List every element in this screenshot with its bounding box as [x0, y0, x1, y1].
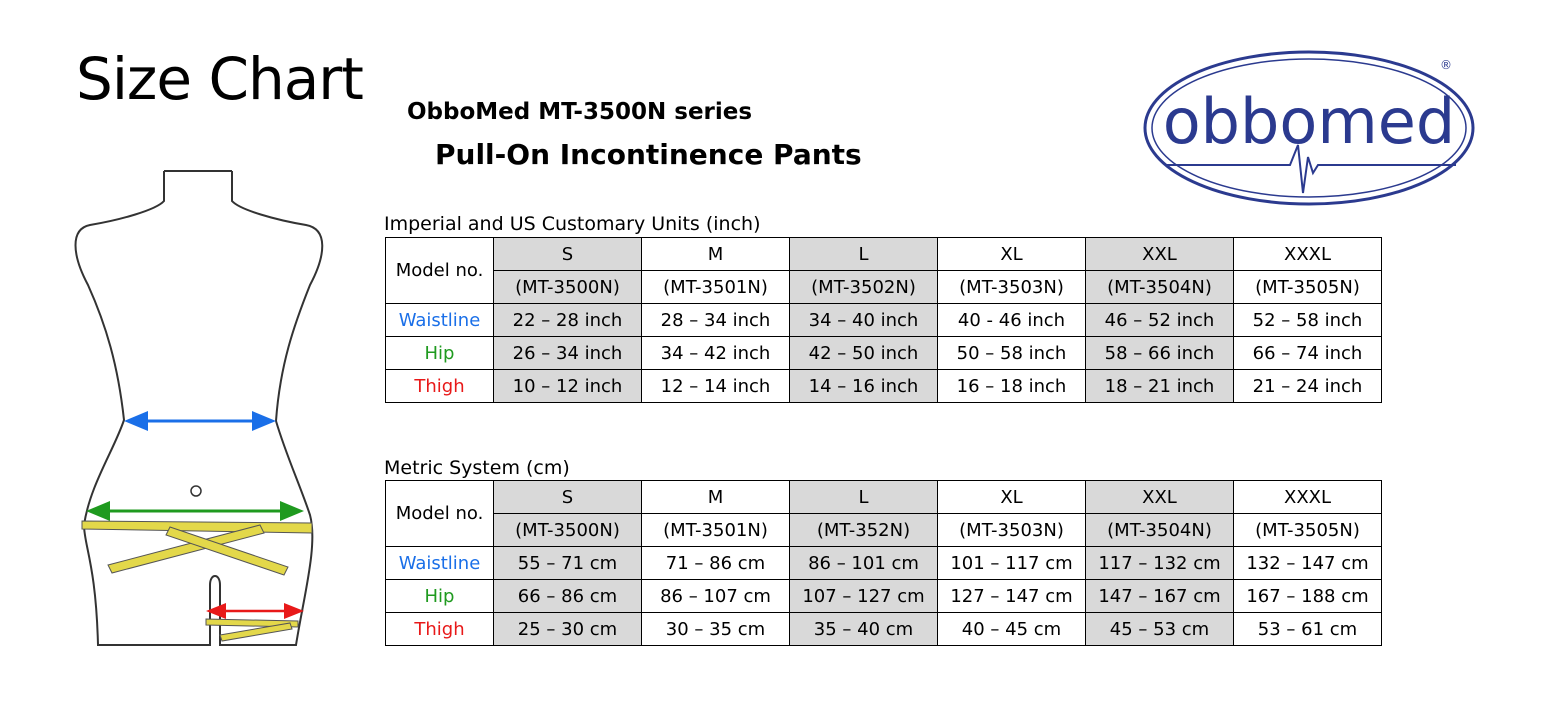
- table-cell: 40 – 45 cm: [938, 613, 1086, 646]
- model-number: (MT-3501N): [642, 514, 790, 547]
- table-cell: 167 – 188 cm: [1234, 580, 1382, 613]
- size-header: L: [790, 238, 938, 271]
- body-figure-illustration: [60, 165, 330, 655]
- table-cell: 45 – 53 cm: [1086, 613, 1234, 646]
- table-cell: 71 – 86 cm: [642, 547, 790, 580]
- model-number: (MT-3505N): [1234, 271, 1382, 304]
- table-cell: 55 – 71 cm: [494, 547, 642, 580]
- imperial-size-table: [385, 237, 1382, 403]
- row-label-waistline: Waistline: [386, 547, 494, 580]
- table-cell: 58 – 66 inch: [1086, 337, 1234, 370]
- table-cell: 28 – 34 inch: [642, 304, 790, 337]
- model-number: (MT-3501N): [642, 271, 790, 304]
- size-header: XL: [938, 481, 1086, 514]
- model-number: (MT-3503N): [938, 514, 1086, 547]
- size-header: L: [790, 481, 938, 514]
- series-title: ObboMed MT-3500N series: [407, 99, 753, 125]
- model-number: (MT-352N): [790, 514, 938, 547]
- table-row: [386, 370, 1382, 403]
- product-title: Pull-On Incontinence Pants: [435, 138, 862, 171]
- table-row: [386, 547, 1382, 580]
- size-header: XXXL: [1234, 238, 1382, 271]
- model-number: (MT-3500N): [494, 271, 642, 304]
- imperial-caption: Imperial and US Customary Units (inch): [384, 213, 761, 235]
- model-number: (MT-3500N): [494, 514, 642, 547]
- table-cell: 40 - 46 inch: [938, 304, 1086, 337]
- size-header: XL: [938, 238, 1086, 271]
- model-label: Model no.: [386, 481, 494, 547]
- table-cell: 66 – 74 inch: [1234, 337, 1382, 370]
- table-cell: 21 – 24 inch: [1234, 370, 1382, 403]
- row-label-hip: Hip: [386, 580, 494, 613]
- model-number: (MT-3505N): [1234, 514, 1382, 547]
- table-row: [386, 304, 1382, 337]
- table-cell: 34 – 40 inch: [790, 304, 938, 337]
- table-cell: 46 – 52 inch: [1086, 304, 1234, 337]
- table-cell: 10 – 12 inch: [494, 370, 642, 403]
- model-number: (MT-3504N): [1086, 271, 1234, 304]
- size-header: S: [494, 481, 642, 514]
- model-number: (MT-3502N): [790, 271, 938, 304]
- table-cell: 127 – 147 cm: [938, 580, 1086, 613]
- table-row: [386, 613, 1382, 646]
- size-header: XXL: [1086, 238, 1234, 271]
- table-cell: 25 – 30 cm: [494, 613, 642, 646]
- model-number: (MT-3503N): [938, 271, 1086, 304]
- table-cell: 52 – 58 inch: [1234, 304, 1382, 337]
- size-header: S: [494, 238, 642, 271]
- table-row: [386, 580, 1382, 613]
- table-cell: 66 – 86 cm: [494, 580, 642, 613]
- table-cell: 50 – 58 inch: [938, 337, 1086, 370]
- table-cell: 53 – 61 cm: [1234, 613, 1382, 646]
- table-cell: 117 – 132 cm: [1086, 547, 1234, 580]
- hip-arrow: [86, 501, 304, 521]
- obbomed-logo: [1140, 45, 1480, 210]
- row-label-thigh: Thigh: [386, 613, 494, 646]
- table-row: [386, 337, 1382, 370]
- metric-caption: Metric System (cm): [384, 457, 570, 479]
- size-header: XXXL: [1234, 481, 1382, 514]
- row-label-thigh: Thigh: [386, 370, 494, 403]
- row-label-waistline: Waistline: [386, 304, 494, 337]
- size-header: M: [642, 481, 790, 514]
- table-cell: 101 – 117 cm: [938, 547, 1086, 580]
- hip-measuring-tape: [82, 521, 312, 575]
- table-cell: 30 – 35 cm: [642, 613, 790, 646]
- table-cell: 35 – 40 cm: [790, 613, 938, 646]
- table-cell: 14 – 16 inch: [790, 370, 938, 403]
- thigh-arrow: [206, 603, 304, 619]
- table-cell: 26 – 34 inch: [494, 337, 642, 370]
- size-header: M: [642, 238, 790, 271]
- model-label: Model no.: [386, 238, 494, 304]
- row-label-hip: Hip: [386, 337, 494, 370]
- table-cell: 147 – 167 cm: [1086, 580, 1234, 613]
- table-cell: 12 – 14 inch: [642, 370, 790, 403]
- table-cell: 42 – 50 inch: [790, 337, 938, 370]
- logo-wordmark: obbomed: [1162, 85, 1456, 158]
- waist-arrow: [124, 411, 276, 431]
- registered-mark: ®: [1440, 58, 1452, 72]
- metric-size-table: [385, 480, 1382, 646]
- page-title: Size Chart: [76, 45, 363, 113]
- table-cell: 22 – 28 inch: [494, 304, 642, 337]
- table-cell: 107 – 127 cm: [790, 580, 938, 613]
- size-header: XXL: [1086, 481, 1234, 514]
- table-cell: 16 – 18 inch: [938, 370, 1086, 403]
- table-cell: 86 – 101 cm: [790, 547, 938, 580]
- table-cell: 132 – 147 cm: [1234, 547, 1382, 580]
- table-cell: 86 – 107 cm: [642, 580, 790, 613]
- model-number: (MT-3504N): [1086, 514, 1234, 547]
- table-cell: 18 – 21 inch: [1086, 370, 1234, 403]
- table-cell: 34 – 42 inch: [642, 337, 790, 370]
